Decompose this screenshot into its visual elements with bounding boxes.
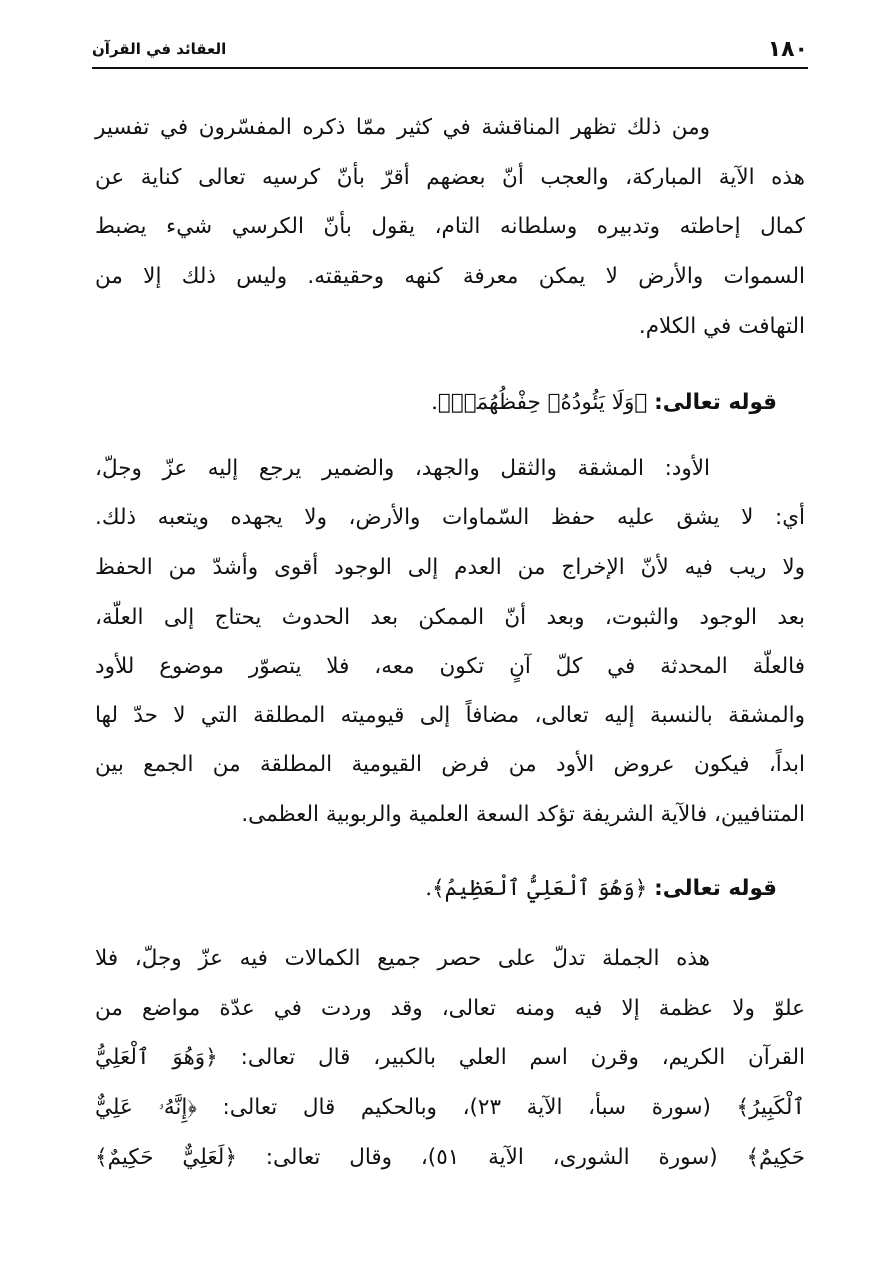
quran-verse: ﴿وَلَا يَئُودُهُۥ حِفْظُهُمَاۚ﴾. bbox=[431, 390, 648, 415]
running-title: العقائد في القرآن bbox=[92, 40, 227, 58]
paragraph2-line: ابداً، فيكون عروض الأود من فرض القيومية المطلقة من الجمع بين bbox=[95, 752, 805, 777]
paragraph2-line: المتنافيين، فالآية الشريفة تؤكد السعة العلمية والربوبية العظمى. bbox=[241, 802, 805, 827]
verse-heading-label: قوله تعالى: bbox=[654, 390, 777, 415]
verse-heading-1 bbox=[431, 385, 777, 421]
header-rule bbox=[92, 67, 808, 69]
paragraph2-line: فالعلّة المحدثة في كلّ آنٍ تكون معه، فلا يتصوّر موضوع للأود bbox=[95, 654, 805, 679]
paragraph3-line: حَكِيمٌ﴾ (سورة الشورى، الآية ٥١)، وقال تعالى: ﴿لَعَلِيٌّ حَكِيمٌ﴾ bbox=[95, 1145, 806, 1170]
quran-verse: ﴿وَهُوَ ٱلْعَلِيُّ ٱلْعَظِيمُ﴾. bbox=[425, 876, 648, 901]
verse-heading-2 bbox=[425, 871, 777, 907]
paragraph2-line: والمشقة بالنسبة إليه تعالى، مضافاً إلى قيوميته المطلقة التي لا حدّ لها bbox=[95, 703, 805, 728]
paragraph2-line: ولا ريب فيه لأنّ الإخراج من العدم إلى الوجود أقوى وأشدّ من الحفظ bbox=[95, 555, 805, 580]
paragraph3-line: ٱلْكَبِيرُ﴾ (سورة سبأ، الآية ٢٣)، وبالحكيم قال تعالى: ﴿إِنَّهُۥ عَلِيٌّ bbox=[95, 1095, 805, 1120]
paragraph2-line: أي: لا يشق عليه حفظ السّماوات والأرض، ولا يجهده ويتعبه ذلك. bbox=[95, 505, 805, 530]
paragraph2-line: الأود: المشقة والثقل والجهد، والضمير يرجع إليه عزّ وجلّ، bbox=[95, 456, 710, 481]
paragraph1-line: ومن ذلك تظهر المناقشة في كثير ممّا ذكره المفسّرون في تفسير bbox=[95, 115, 710, 140]
paragraph2-line: بعد الوجود والثبوت، وبعد أنّ الممكن بعد الحدوث يحتاج إلى العلّة، bbox=[95, 605, 805, 630]
page-number: ١٨٠ bbox=[767, 36, 808, 62]
paragraph1-line: هذه الآية المباركة، والعجب أنّ بعضهم أقرّ بأنّ كرسيه تعالى كناية عن bbox=[95, 165, 805, 190]
verse-heading-label: قوله تعالى: bbox=[654, 876, 777, 901]
paragraph1-line: السموات والأرض لا يمكن معرفة كنهه وحقيقته. وليس ذلك إلا من bbox=[95, 264, 805, 289]
paragraph1-line: التهافت في الكلام. bbox=[638, 314, 805, 339]
running-header bbox=[92, 34, 808, 64]
paragraph1-line: كمال إحاطته وتدبيره وسلطانه التام، يقول بأنّ الكرسي شيء يضبط bbox=[95, 214, 805, 239]
paragraph3-line: علوّ ولا عظمة إلا فيه ومنه تعالى، وقد وردت في عدّة مواضع من bbox=[95, 996, 805, 1021]
paragraph3-line: هذه الجملة تدلّ على حصر جميع الكمالات فيه عزّ وجلّ، فلا bbox=[95, 946, 710, 971]
paragraph3-line: القرآن الكريم، وقرن اسم العلي بالكبير، قال تعالى: ﴿وَهُوَ ٱلْعَلِيُّ bbox=[95, 1045, 805, 1070]
